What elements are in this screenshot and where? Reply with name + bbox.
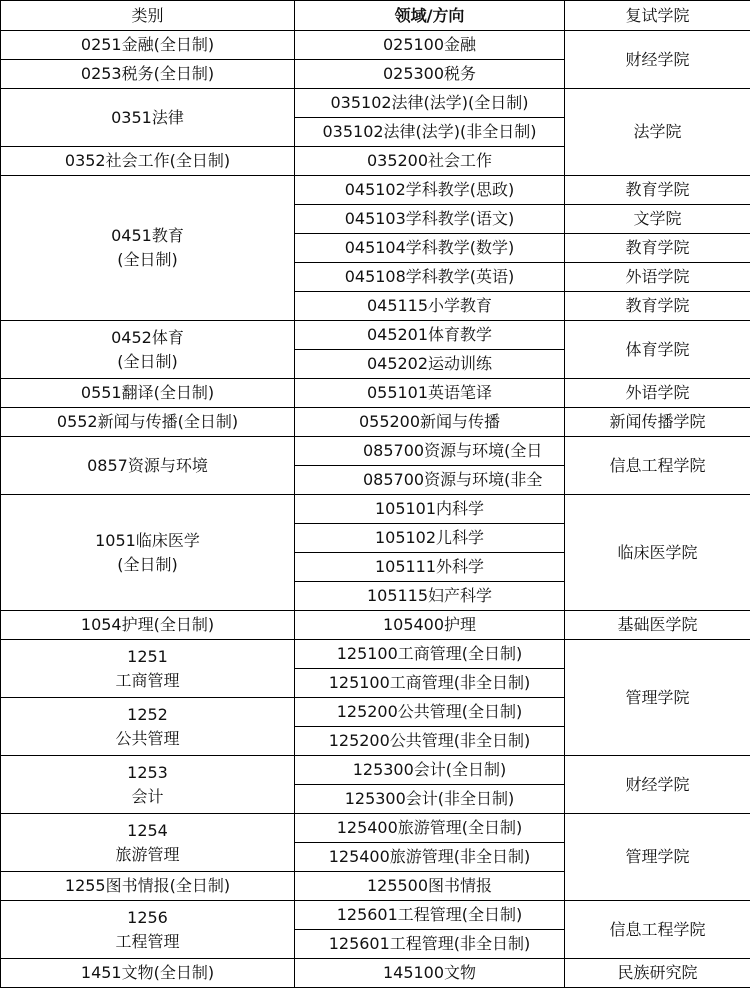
table-row: [1, 321, 750, 350]
category-line: 1051临床医学: [95, 530, 200, 550]
college-cell: 体育学院: [565, 321, 750, 379]
direction-cell: 045103学科教学(语文): [295, 205, 565, 234]
category-line: (全日制): [117, 554, 178, 574]
college-cell: 法学院: [565, 89, 750, 176]
category-line: 工商管理: [115, 670, 180, 690]
category-cell: 0352社会工作(全日制): [1, 147, 295, 176]
direction-cell: 125601工程管理(全日制): [295, 901, 565, 930]
college-cell: 信息工程学院: [565, 437, 750, 495]
category-cell: [1, 901, 295, 959]
college-cell: 外语学院: [565, 379, 750, 408]
category-cell: 1451文物(全日制): [1, 959, 295, 988]
direction-cell: 105102儿科学: [295, 524, 565, 553]
table-row: [1, 495, 750, 524]
college-cell: 临床医学院: [565, 495, 750, 611]
direction-cell: 125100工商管理(全日制): [295, 640, 565, 669]
category-cell: [1, 495, 295, 611]
direction-cell: 105101内科学: [295, 495, 565, 524]
direction-cell: 085700资源与环境(全日: [295, 437, 565, 466]
direction-cell: 045104学科教学(数学): [295, 234, 565, 263]
category-line: 会计: [131, 786, 164, 806]
college-cell: 信息工程学院: [565, 901, 750, 959]
category-cell: 0857资源与环境: [1, 437, 295, 495]
direction-cell: 035102法律(法学)(全日制): [295, 89, 565, 118]
direction-cell: 025300税务: [295, 60, 565, 89]
table-row: [1, 408, 750, 437]
category-cell: 0552新闻与传播(全日制): [1, 408, 295, 437]
category-line: 工程管理: [115, 931, 180, 951]
table-row: [1, 379, 750, 408]
college-cell: 基础医学院: [565, 611, 750, 640]
direction-cell: 105115妇产科学: [295, 582, 565, 611]
direction-cell: 125200公共管理(全日制): [295, 698, 565, 727]
category-line: (全日制): [117, 351, 178, 371]
category-cell: 0251金融(全日制): [1, 31, 295, 60]
category-cell: [1, 321, 295, 379]
category-cell: 1054护理(全日制): [1, 611, 295, 640]
category-cell: 0351法律: [1, 89, 295, 147]
direction-cell: 045102学科教学(思政): [295, 176, 565, 205]
direction-cell: 125400旅游管理(全日制): [295, 814, 565, 843]
table-row: [1, 814, 750, 843]
category-cell: [1, 756, 295, 814]
category-cell: 0253税务(全日制): [1, 60, 295, 89]
header-college: 复试学院: [565, 1, 750, 31]
college-cell: 文学院: [565, 205, 750, 234]
table-row: [1, 640, 750, 669]
category-line: 0451教育: [111, 226, 184, 245]
header-row: [1, 1, 750, 31]
direction-cell: 125100工商管理(非全日制): [295, 669, 565, 698]
college-cell: 外语学院: [565, 263, 750, 292]
category-line: 公共管理: [115, 728, 180, 748]
direction-cell: 125300会计(非全日制): [295, 785, 565, 814]
table-row: [1, 959, 750, 988]
direction-cell: 045115小学教育: [295, 292, 565, 321]
direction-cell: 035200社会工作: [295, 147, 565, 176]
direction-cell: 105400护理: [295, 611, 565, 640]
direction-cell: 045201体育教学: [295, 321, 565, 350]
college-cell: 新闻传播学院: [565, 408, 750, 437]
direction-cell: 055101英语笔译: [295, 379, 565, 408]
direction-cell: 125500图书情报: [295, 872, 565, 901]
category-cell: [1, 640, 295, 698]
table-row: [1, 901, 750, 930]
direction-cell: 025100金融: [295, 31, 565, 60]
table-row: [1, 89, 750, 118]
direction-cell: 105111外科学: [295, 553, 565, 582]
table-row: [1, 437, 750, 466]
direction-cell: 125300会计(全日制): [295, 756, 565, 785]
college-cell: 财经学院: [565, 31, 750, 89]
header-category: 类别: [1, 1, 295, 31]
table-row: [1, 756, 750, 785]
category-line: 1252: [127, 704, 168, 724]
category-cell: 0551翻译(全日制): [1, 379, 295, 408]
college-cell: 财经学院: [565, 756, 750, 814]
college-cell: 教育学院: [565, 176, 750, 205]
category-line: 旅游管理: [115, 844, 180, 864]
college-cell: 教育学院: [565, 234, 750, 263]
table-row: [1, 31, 750, 60]
category-cell: [1, 176, 295, 321]
header-direction: 领域/方向: [295, 1, 565, 31]
direction-cell: 125601工程管理(非全日制): [295, 930, 565, 959]
category-cell: [1, 814, 295, 872]
table-row: [1, 176, 750, 205]
direction-cell: 145100文物: [295, 959, 565, 988]
college-cell: 管理学院: [565, 814, 750, 901]
category-line: 1254: [127, 820, 168, 840]
direction-cell: 085700资源与环境(非全: [295, 466, 565, 495]
category-line: 1251: [127, 646, 168, 666]
category-cell: 1255图书情报(全日制): [1, 872, 295, 901]
college-cell: 民族研究院: [565, 959, 750, 988]
direction-cell: 125400旅游管理(非全日制): [295, 843, 565, 872]
category-line: 1256: [127, 907, 168, 927]
direction-cell: 045202运动训练: [295, 350, 565, 379]
college-cell: 管理学院: [565, 640, 750, 756]
category-line: 1253: [127, 762, 168, 782]
direction-cell: 035102法律(法学)(非全日制): [295, 118, 565, 147]
direction-cell: 045108学科教学(英语): [295, 263, 565, 292]
table-row: [1, 611, 750, 640]
college-cell: 教育学院: [565, 292, 750, 321]
direction-cell: 055200新闻与传播: [295, 408, 565, 437]
category-cell: [1, 698, 295, 756]
direction-cell: 125200公共管理(非全日制): [295, 727, 565, 756]
category-line: (全日制): [117, 250, 178, 269]
category-line: 0452体育: [111, 327, 184, 347]
